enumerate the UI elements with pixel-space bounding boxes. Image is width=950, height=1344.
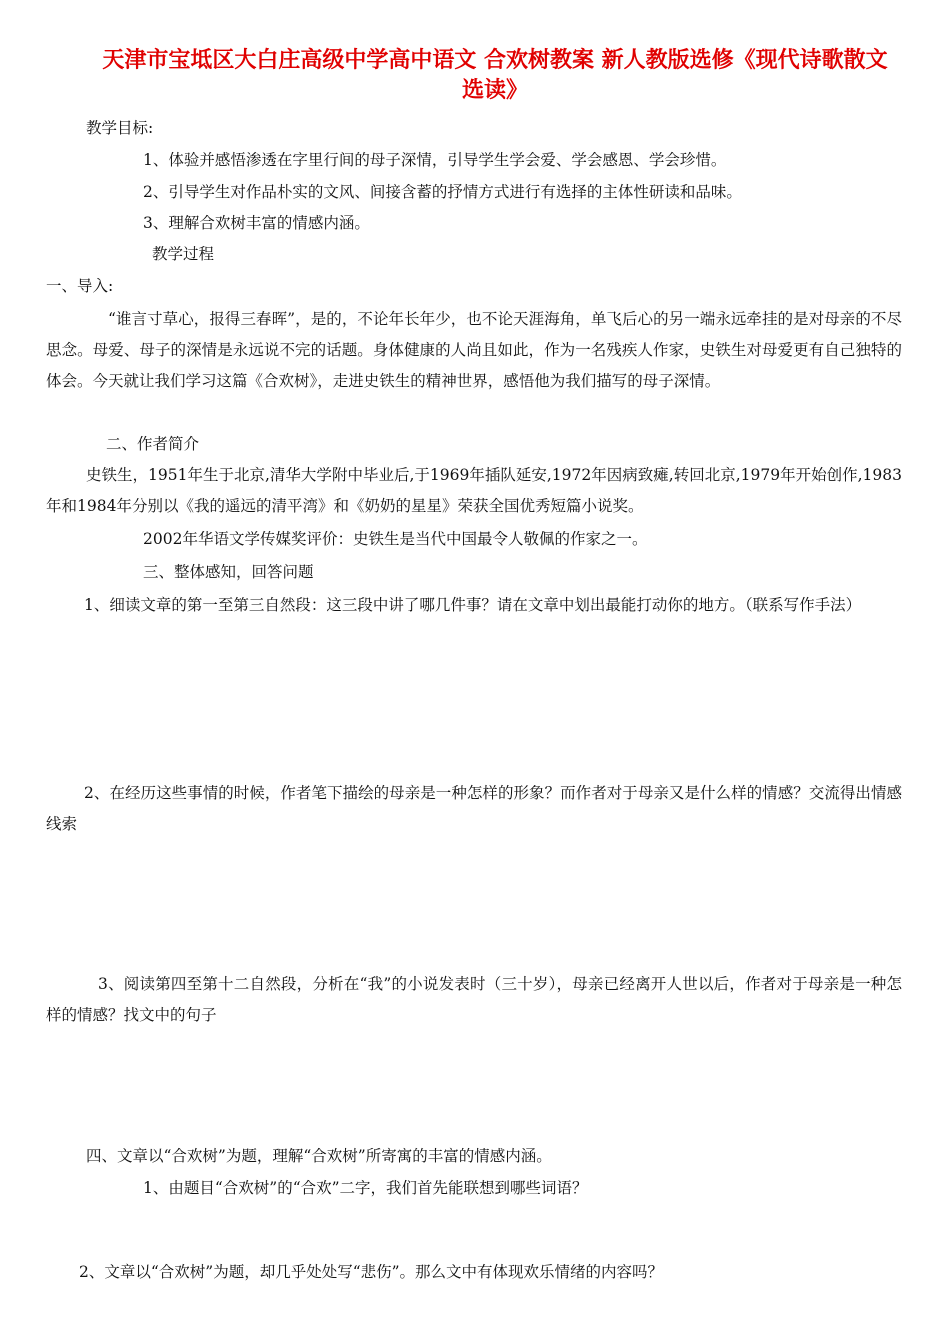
section-2-heading: 二、作者简介 [106,435,200,453]
goals-heading: 教学目标: [86,119,154,137]
document-title [80,46,910,106]
title-line-1: 天津市宝坻区大白庄高级中学高中语文 合欢树教案 新人教版选修《现代诗歌散文 [102,48,888,73]
process-heading: 教学过程 [152,245,215,263]
section-4-question-2: 2、文章以“合欢树”为题，却几乎处处写“悲伤”。那么文中有体现欢乐情绪的内容吗？ [79,1263,664,1281]
title-line-2: 选读》 [461,78,528,103]
question-3: 3、阅读第四至第十二自然段，分析在“我”的小说发表时（三十岁），母亲已经离开人世以后，作者对于母亲是一种怎样的情感？找文中的句子 [46,975,902,1024]
goal-item-1: 1、体验并感悟渗透在字里行间的母子深情，引导学生学会爱、学会感恩、学会珍惜。 [143,151,727,169]
question-1: 1、细读文章的第一至第三自然段：这三段中讲了哪几件事？请在文章中划出最能打动你的地方。（联系写作手法） [84,596,862,614]
award-line: 2002年华语文学传媒奖评价：史铁生是当代中国最令人敬佩的作家之一。 [143,530,648,548]
section-1-heading: 一、导入: [46,277,114,295]
goal-item-2: 2、引导学生对作品朴实的文风、间接含蓄的抒情方式进行有选择的主体性研读和品味。 [143,183,742,201]
goal-item-3: 3、理解合欢树丰富的情感内涵。 [143,214,370,232]
intro-paragraph: “谁言寸草心，报得三春晖”，是的，不论年长年少，也不论天涯海角，单飞后心的另一端永远牵挂的是对母亲的不尽思念。母爱、母子的深情是永远说不完的话题。身体健康的人尚且如此，作为一名残疾人作家，史铁生对母爱更有自己独特的体会。今天就让我们学习这篇《合欢树》，走进史铁生的精神世界，感悟他为我们描写的母子深情。 [46,310,902,390]
section-4-heading: 四、文章以“合欢树”为题，理解“合欢树”所寄寓的丰富的情感内涵。 [86,1147,552,1165]
question-2: 2、在经历这些事情的时候，作者笔下描绘的母亲是一种怎样的形象？而作者对于母亲又是什么样的情感？交流得出情感线索 [46,784,902,833]
section-3-heading: 三、整体感知，回答问题 [143,563,314,581]
section-4-question-1: 1、由题目“合欢树”的“合欢”二字，我们首先能联想到哪些词语？ [143,1179,588,1197]
author-paragraph: 史铁生，1951年生于北京,清华大学附中毕业后,于1969年插队延安,1972年因病致瘫,转回北京,1979年开始创作,1983年和1984年分别以《我的遥远的清平湾》和《奶奶的星星》荣获全国优秀短篇小说奖。 [46,466,902,515]
